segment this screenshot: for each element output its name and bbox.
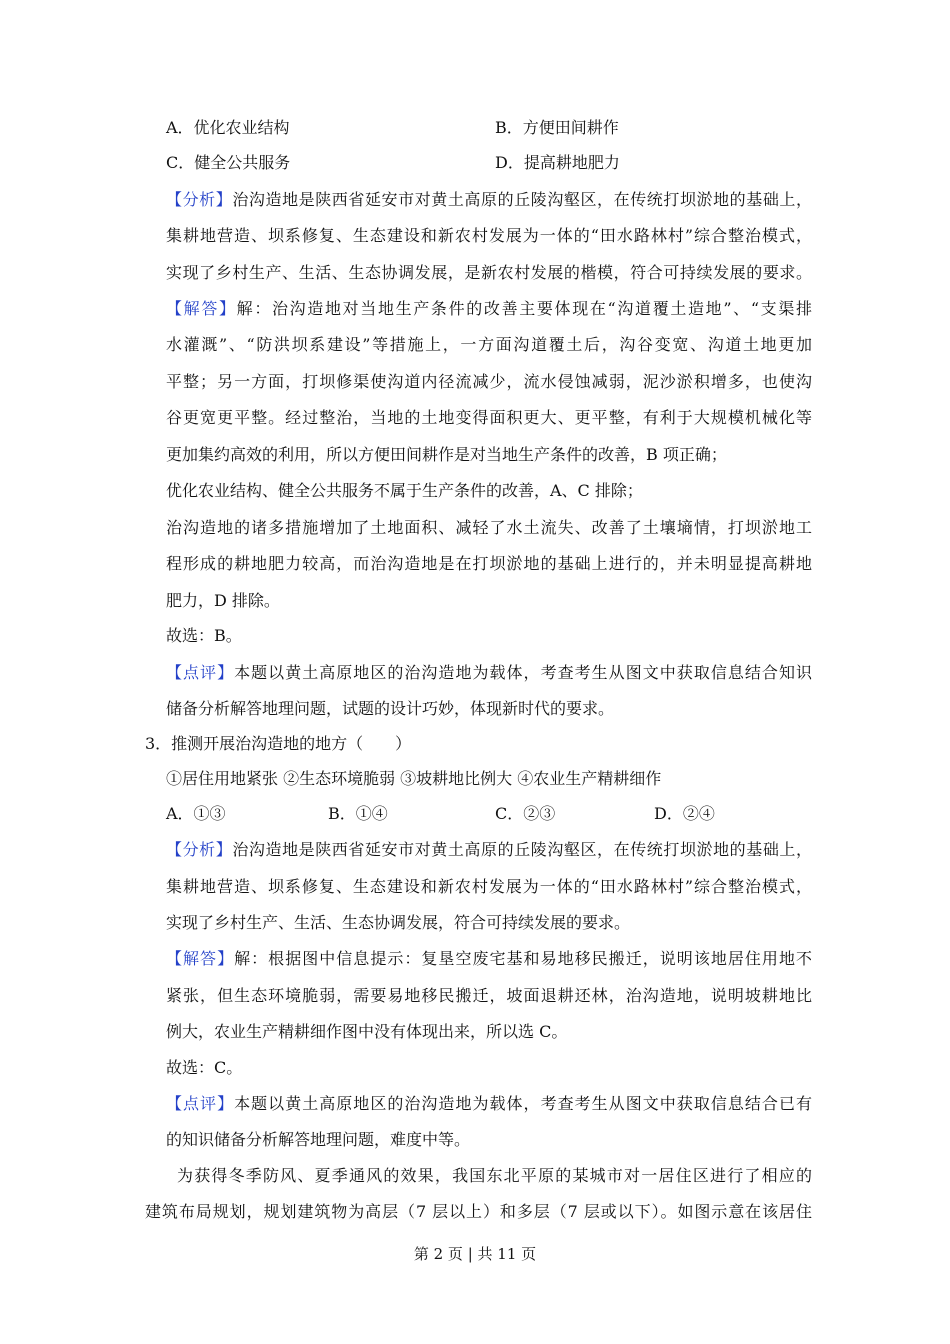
option-a: A．优化农业结构 xyxy=(166,118,290,137)
text: 治沟造地是陕西省延安市对黄土高原的丘陵沟壑区，在传统打坝淤地的基础上， xyxy=(232,190,812,209)
answer-label: 【解答】 xyxy=(166,949,235,968)
text: 治沟造地是陕西省延安市对黄土高原的丘陵沟壑区，在传统打坝淤地的基础上， xyxy=(232,840,812,859)
answer-line: 紧张，但生态环境脆弱，需要易地移民搬迁，坡面退耕还林，治沟造地，说明坡耕地比 xyxy=(166,986,812,1005)
analysis-line xyxy=(166,189,812,211)
choice-line: 故选：C。 xyxy=(166,1058,243,1077)
answer-line: 水灌溉”、“防洪坝系建设”等措施上，一方面沟道覆土后，沟谷变宽、沟道土地更加 xyxy=(166,335,812,354)
answer-line: 例大，农业生产精耕细作图中没有体现出来，所以选 C。 xyxy=(166,1022,568,1041)
page-footer: 第 2 页 | 共 11 页 xyxy=(413,1245,537,1263)
answer-line: 更加集约高效的利用，所以方便田间耕作是对当地生产条件的改善，B 项正确； xyxy=(166,445,727,464)
passage-line: 为获得冬季防风、夏季通风的效果，我国东北平原的某城市对一居住区进行了相应的 xyxy=(177,1166,812,1185)
text: 本题以黄土高原地区的治沟造地为载体，考查考生从图文中获取信息结合知识 xyxy=(234,663,812,682)
question-stem: 3．推测开展治沟造地的地方（ ） xyxy=(145,734,412,753)
answer-line: 谷更宽更平整。经过整治，当地的土地变得面积更大、更平整，有利于大规模机械化等 xyxy=(166,408,812,427)
comment-line xyxy=(166,1093,812,1115)
analysis-label: 【分析】 xyxy=(166,190,233,209)
analysis-line: 集耕地营造、坝系修复、生态建设和新农村发展为一体的“田水路林村”综合整治模式， xyxy=(166,226,812,245)
answer-line: 平整；另一方面，打坝修渠使沟道内径流减少，流水侵蚀减弱，泥沙淤积增多，也使沟 xyxy=(166,372,812,391)
option-d: D．②④ xyxy=(654,804,715,823)
option-c: C．②③ xyxy=(495,804,556,823)
comment-line: 的知识储备分析解答地理问题，难度中等。 xyxy=(166,1130,471,1149)
text: 解：治沟造地对当地生产条件的改善主要体现在“沟道覆土造地”、“支渠排 xyxy=(236,299,812,318)
answer-line: 程形成的耕地肥力较高，而治沟造地是在打坝淤地的基础上进行的，并未明显提高耕地 xyxy=(166,554,812,573)
comment-line: 储备分析解答地理问题，试题的设计巧妙，体现新时代的要求。 xyxy=(166,699,615,718)
choice-line: 故选：B。 xyxy=(166,626,242,645)
option-d: D．提高耕地肥力 xyxy=(495,153,620,172)
analysis-line: 集耕地营造、坝系修复、生态建设和新农村发展为一体的“田水路林村”综合整治模式， xyxy=(166,877,812,896)
option-c: C．健全公共服务 xyxy=(166,153,291,172)
option-b: B．方便田间耕作 xyxy=(495,118,619,137)
question-statements: ①居住用地紧张 ②生态环境脆弱 ③坡耕地比例大 ④农业生产精耕细作 xyxy=(166,769,662,788)
option-a: A．①③ xyxy=(166,804,226,823)
comment-label: 【点评】 xyxy=(166,1094,235,1113)
answer-label: 【解答】 xyxy=(166,299,237,318)
answer-line xyxy=(166,948,812,970)
text: 本题以黄土高原地区的治沟造地为载体，考查考生从图文中获取信息结合已有 xyxy=(234,1094,812,1113)
comment-line xyxy=(166,662,812,684)
answer-line: 治沟造地的诸多措施增加了土地面积、减轻了水土流失、改善了土壤墒情，打坝淤地工 xyxy=(166,518,812,537)
answer-line xyxy=(166,298,812,320)
passage-line: 建筑布局规划，规划建筑物为高层（7 层以上）和多层（7 层或以下）。如图示意在该居住 xyxy=(145,1202,812,1221)
analysis-label: 【分析】 xyxy=(166,840,233,859)
option-b: B．①④ xyxy=(328,804,388,823)
answer-line: 肥力，D 排除。 xyxy=(166,591,280,610)
analysis-line: 实现了乡村生产、生活、生态协调发展，符合可持续发展的要求。 xyxy=(166,913,631,932)
comment-label: 【点评】 xyxy=(166,663,235,682)
answer-line: 优化农业结构、健全公共服务不属于生产条件的改善，A、C 排除； xyxy=(166,481,643,500)
analysis-line xyxy=(166,839,812,861)
text: 解：根据图中信息提示：复垦空废宅基和易地移民搬迁，说明该地居住用地不 xyxy=(234,949,812,968)
analysis-line: 实现了乡村生产、生活、生态协调发展，是新农村发展的楷模，符合可持续发展的要求。 xyxy=(166,263,812,282)
